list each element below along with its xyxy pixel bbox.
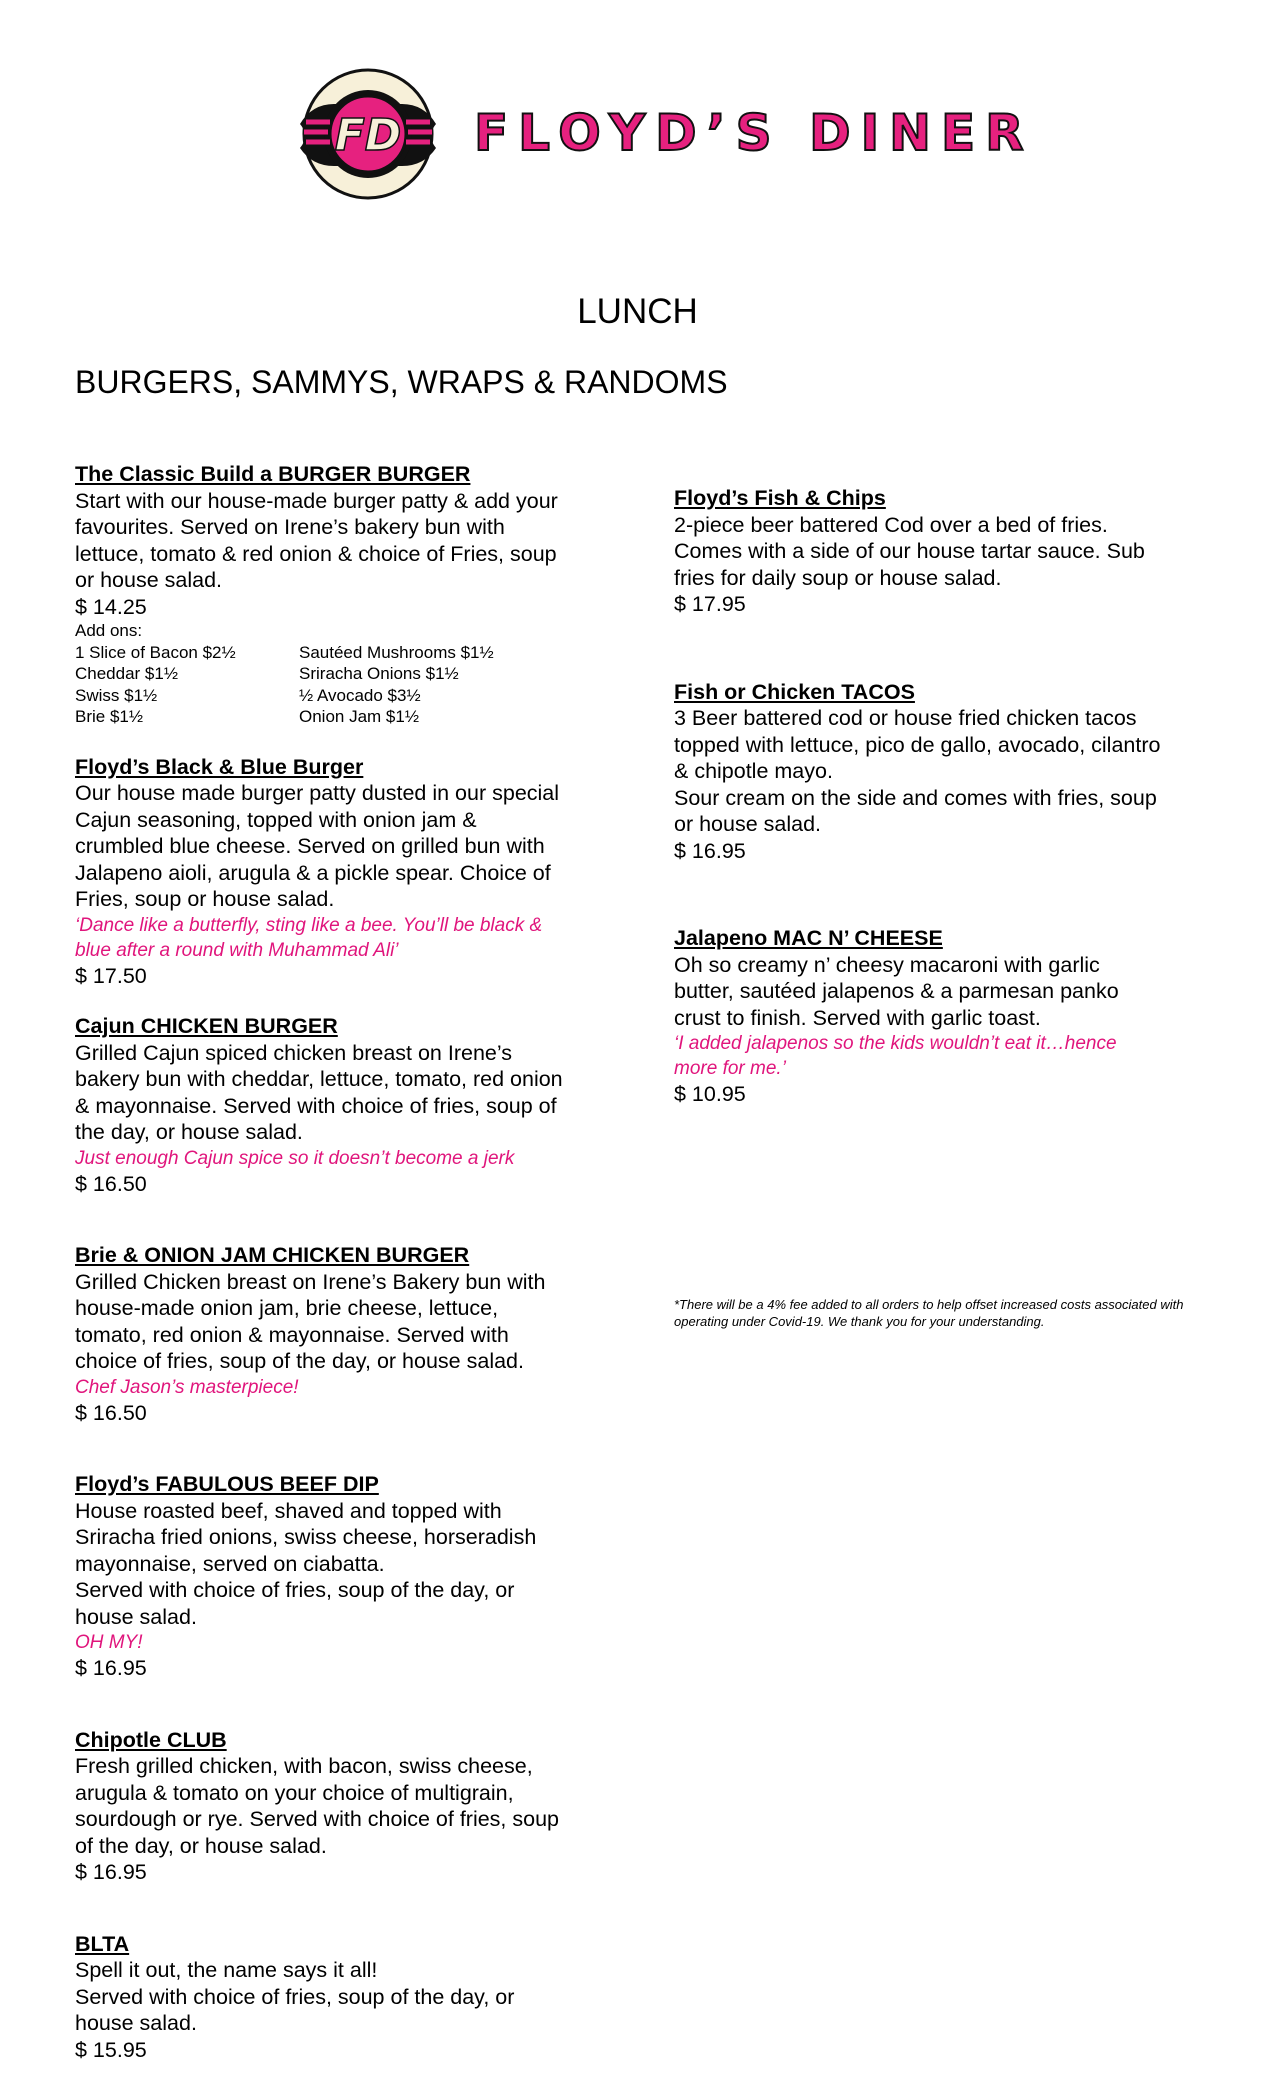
menu-item-cajun-chicken-burger [75, 1013, 615, 1197]
item-price: $ 17.50 [75, 963, 147, 988]
item-description: Our house made burger patty dusted in our special Cajun seasoning, topped with onion jam & crumbled blue cheese. Served on grilled bun with Jalapeno aioli, arugula & a pickle spear. Choice of Fries, soup or house salad. [75, 781, 560, 911]
item-description: Start with our house-made burger patty & add your favourites. Served on Irene’s bakery bun with lettuce, tomato & red onion & choice of Fries, soup or house salad. [75, 488, 558, 592]
item-price: $ 16.50 [75, 1171, 147, 1196]
menu-item-tacos [674, 679, 1214, 865]
menu-item-chipotle-club [75, 1727, 615, 1886]
restaurant-name: FLOYD’S DINER [474, 104, 1034, 162]
addon-item: 1 Slice of Bacon $2½ [75, 642, 236, 662]
item-description: House roasted beef, shaved and topped with Sriracha fried onions, swiss cheese, horseradish mayonnaise, served on ciabatta. Served with choice of fries, soup of the day, or house salad. [75, 1498, 537, 1629]
right-column [674, 485, 1214, 1108]
item-price: $ 16.95 [674, 838, 746, 863]
item-name: Floyd’s Black & Blue Burger [75, 754, 364, 779]
section-title: LUNCH [577, 292, 698, 331]
item-quote: Just enough Cajun spice so it doesn’t become a jerk [75, 1147, 515, 1169]
item-description: Grilled Cajun spiced chicken breast on Irene’s bakery bun with cheddar, lettuce, tomato, red onion & mayonnaise. Served with choice of fries, soup of the day, or house salad. [75, 1040, 563, 1144]
item-price: $ 16.95 [75, 1656, 147, 1680]
item-name: Cajun CHICKEN BURGER [75, 1014, 338, 1038]
addons-list [75, 620, 615, 728]
menu-item-classic-burger [75, 461, 615, 728]
menu-item-fish-chips [674, 485, 1214, 618]
item-price: $ 14.25 [75, 594, 147, 619]
item-name: Floyd’s Fish & Chips [674, 486, 886, 510]
item-description: Fresh grilled chicken, with bacon, swiss cheese, arugula & tomato on your choice of multigrain, sourdough or rye. Served with choice of fries, soup of the day, or house salad. [75, 1754, 560, 1858]
item-description: 2-piece beer battered Cod over a bed of fries. Comes with a side of our house tartar sauce. Sub fries for daily soup or house salad. [674, 512, 1145, 590]
item-name: Brie & ONION JAM CHICKEN BURGER [75, 1243, 470, 1267]
covid-fee-note: *There will be a 4% fee added to all orders to help offset increased costs associated with operating under Covid-19. We thank you for your understanding. [674, 1297, 1184, 1329]
addon-item: Sriracha Onions $1½ [299, 664, 459, 683]
menu-item-blta [75, 1931, 615, 2064]
menu-subtitle: BURGERS, SAMMYS, WRAPS & RANDOMS [75, 364, 728, 400]
addon-item: Onion Jam $1½ [299, 707, 420, 726]
item-description: 3 Beer battered cod or house fried chicken tacos topped with lettuce, pico de gallo, avocado, cilantro & chipotle mayo. Sour cream on the side and comes with fries, soup or house salad. [674, 706, 1161, 836]
menu-item-beef-dip [75, 1471, 615, 1682]
item-name: Jalapeno MAC N’ CHEESE [674, 926, 943, 950]
item-quote: OH MY! [75, 1632, 143, 1653]
addons-label: Add ons: [75, 621, 143, 640]
addon-item: ½ Avocado $3½ [299, 685, 421, 705]
item-name: Fish or Chicken TACOS [674, 679, 915, 704]
item-description: Oh so creamy n’ cheesy macaroni with garlic butter, sautéed jalapenos & a parmesan panko crust to finish. Served with garlic toast. [674, 952, 1119, 1030]
item-name: Floyd’s FABULOUS BEEF DIP [75, 1472, 379, 1496]
item-price: $ 16.95 [75, 1860, 147, 1884]
addon-item: Sautéed Mushrooms $1½ [299, 642, 494, 662]
addon-item: Cheddar $1½ [75, 664, 179, 683]
item-price: $ 10.95 [674, 1082, 746, 1106]
item-description: Grilled Chicken breast on Irene’s Bakery bun with house-made onion jam, brie cheese, lettuce, tomato, red onion & mayonnaise. Served with choice of fries, soup of the day, or house salad. [75, 1269, 546, 1373]
menu-item-black-blue-burger [75, 754, 615, 990]
item-name: The Classic Build a BURGER BURGER [75, 462, 471, 486]
item-price: $ 16.50 [75, 1400, 147, 1425]
item-quote: ‘Dance like a butterfly, sting like a bee. You’ll be black & blue after a round with Muhammad Ali’ [75, 914, 543, 961]
item-description: Spell it out, the name says it all! Served with choice of fries, soup of the day, or house salad. [75, 1958, 515, 2035]
addon-item: Brie $1½ [75, 707, 144, 726]
addon-item: Swiss $1½ [75, 685, 158, 705]
item-name: Chipotle CLUB [75, 1727, 227, 1752]
left-column [75, 461, 615, 2063]
item-price: $ 15.95 [75, 2037, 147, 2062]
item-quote: Chef Jason’s masterpiece! [75, 1376, 299, 1398]
item-name: BLTA [75, 1931, 130, 1956]
diner-logo [298, 66, 438, 202]
item-price: $ 17.95 [674, 592, 746, 616]
item-quote: ‘I added jalapenos so the kids wouldn’t eat it…hence more for me.’ [674, 1033, 1117, 1079]
menu-item-brie-onion-burger [75, 1242, 615, 1426]
logo-initials: FD [334, 110, 402, 161]
menu-item-mac-cheese [674, 925, 1214, 1108]
